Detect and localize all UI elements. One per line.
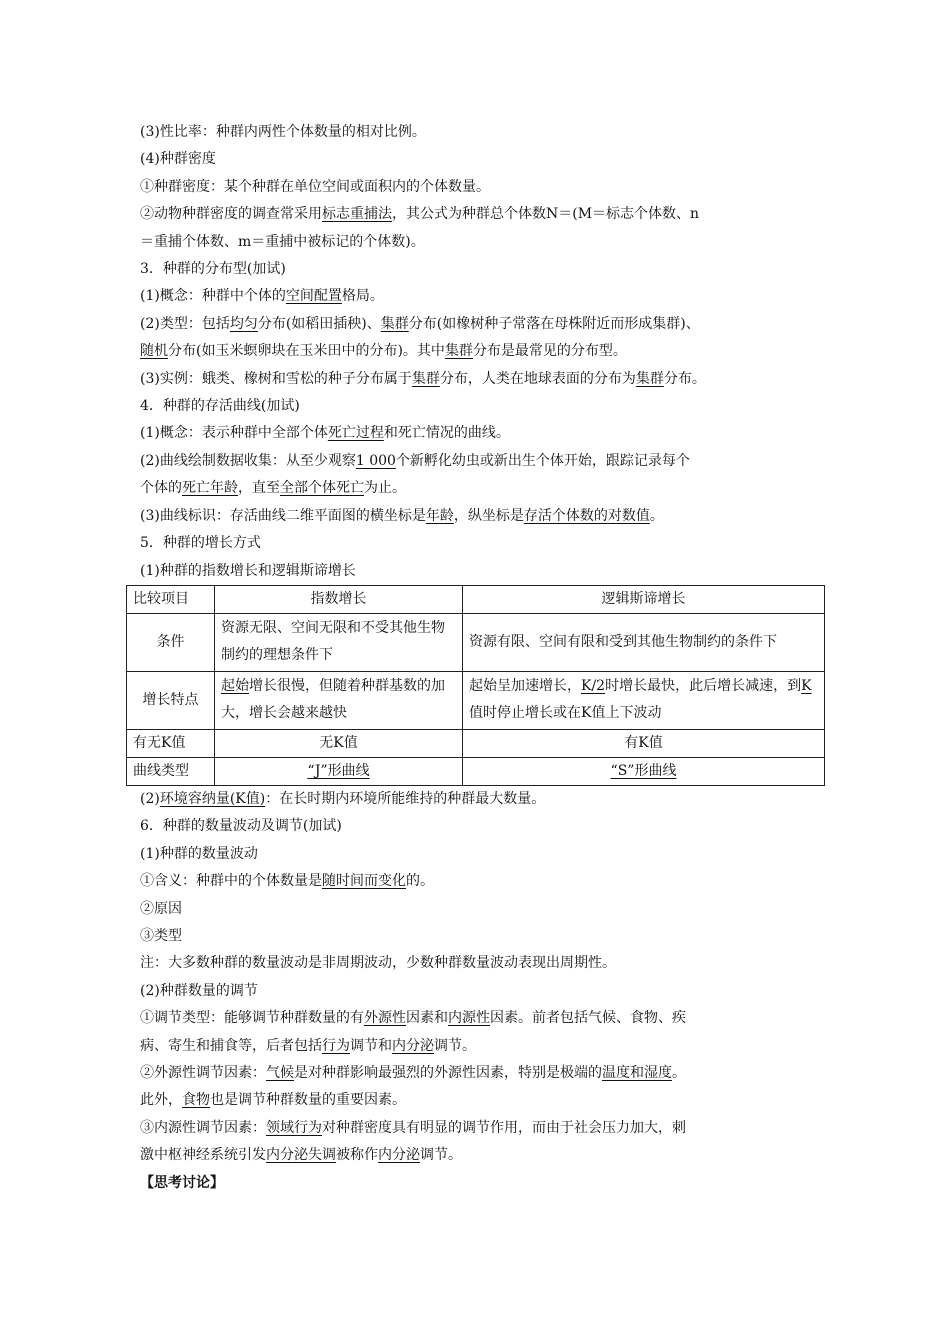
document-page — [133, 119, 820, 1197]
mark-recapture-line-1: ②动物种群密度的调查常采用标志重捕法，其公式为种群总个体数N＝(M＝标志个体数、n — [140, 206, 700, 223]
endogenous-factors-1: ③内源性调节因素：领域行为对种群密度具有明显的调节作用，而由于社会压力加大，刺 — [140, 1119, 686, 1136]
fluctuation-subtitle: (1)种群的数量波动 — [140, 845, 258, 862]
table-row — [127, 613, 825, 671]
table-row — [127, 671, 825, 729]
table-cell: 有无K值 — [127, 729, 215, 757]
table-cell: “J”形曲线 — [215, 757, 463, 785]
table-header-cell: 逻辑斯谛增长 — [463, 585, 825, 613]
survival-data-1: (2)曲线绘制数据收集：从至少观察1 000个新孵化幼虫或新出生个体开始，跟踪记录每个 — [140, 452, 690, 469]
density-definition: ①种群密度：某个种群在单位空间或面积内的个体数量。 — [140, 178, 490, 195]
table-row — [127, 757, 825, 785]
table-cell: 条件 — [127, 613, 215, 671]
growth-subtitle: (1)种群的指数增长和逻辑斯谛增长 — [140, 562, 356, 579]
fluctuation-meaning: ①含义：种群中的个体数量是随时间而变化的。 — [140, 873, 434, 890]
section-3-title: 3．种群的分布型(加试) — [140, 261, 286, 278]
think-discuss-heading: 【思考讨论】 — [140, 1174, 224, 1191]
table-cell: 曲线类型 — [127, 757, 215, 785]
mark-recapture-line-2: ＝重捕个体数、m＝重捕中被标记的个体数)。 — [140, 233, 425, 250]
table-cell: 起始增长很慢，但随着种群基数的加大，增长会越来越快 — [215, 671, 463, 729]
table-header-cell: 比较项目 — [127, 585, 215, 613]
regulation-types-2: 病、寄生和捕食等，后者包括行为调节和内分泌调节。 — [140, 1037, 476, 1054]
growth-comparison-table — [126, 585, 825, 786]
exogenous-factors-1: ②外源性调节因素：气候是对种群影响最强烈的外源性因素，特别是极端的温度和湿度。 — [140, 1064, 686, 1081]
table-row — [127, 729, 825, 757]
endogenous-factors-2: 激中枢神经系统引发内分泌失调被称作内分泌调节。 — [140, 1147, 462, 1164]
survival-axes: (3)曲线标识：存活曲线二维平面图的横坐标是年龄，纵坐标是存活个体数的对数值。 — [140, 507, 664, 524]
distribution-examples: (3)实例：蛾类、橡树和雪松的种子分布属于集群分布，人类在地球表面的分布为集群分布。 — [140, 370, 706, 387]
section-6-title: 6．种群的数量波动及调节(加试) — [140, 818, 342, 835]
distribution-types-1: (2)类型：包括均匀分布(如稻田插秧)、集群分布(如橡树种子常落在母株附近而形成集群)、 — [140, 315, 700, 332]
fluctuation-type: ③类型 — [140, 927, 182, 944]
table-header-cell: 指数增长 — [215, 585, 463, 613]
survival-data-2: 个体的死亡年龄，直至全部个体死亡为止。 — [140, 480, 406, 497]
sex-ratio-line: (3)性比率：种群内两性个体数量的相对比例。 — [140, 124, 426, 140]
density-heading: (4)种群密度 — [140, 151, 216, 168]
survival-concept: (1)概念：表示种群中全部个体死亡过程和死亡情况的曲线。 — [140, 425, 510, 442]
regulation-types-1: ①调节类型：能够调节种群数量的有外源性因素和内源性因素。前者包括气候、食物、疾 — [140, 1010, 686, 1027]
section-4-title: 4．种群的存活曲线(加试) — [140, 398, 300, 415]
table-cell: 起始呈加速增长，K/2时增长最快，此后增长减速，到K值时停止增长或在K值上下波动 — [463, 671, 825, 729]
distribution-types-2: 随机分布(如玉米螟卵块在玉米田中的分布)。其中集群分布是最常见的分布型。 — [140, 343, 627, 360]
exogenous-factors-2: 此外，食物也是调节种群数量的重要因素。 — [140, 1092, 406, 1109]
table-cell: 有K值 — [463, 729, 825, 757]
table-header-row — [127, 585, 825, 613]
fluctuation-note: 注：大多数种群的数量波动是非周期波动，少数种群数量波动表现出周期性。 — [140, 955, 616, 972]
regulation-subtitle: (2)种群数量的调节 — [140, 982, 258, 999]
fluctuation-cause: ②原因 — [140, 900, 182, 917]
section-5-title: 5．种群的增长方式 — [140, 535, 261, 552]
table-cell: 资源有限、空间有限和受到其他生物制约的条件下 — [463, 613, 825, 671]
distribution-concept: (1)概念：种群中个体的空间配置格局。 — [140, 288, 384, 305]
table-cell: 资源无限、空间无限和不受其他生物制约的理想条件下 — [215, 613, 463, 671]
table-cell: 无K值 — [215, 729, 463, 757]
table-cell: “S”形曲线 — [463, 757, 825, 785]
table-cell: 增长特点 — [127, 671, 215, 729]
carrying-capacity-line: (2)环境容纳量(K值)：在长时期内环境所能维持的种群最大数量。 — [140, 790, 546, 807]
